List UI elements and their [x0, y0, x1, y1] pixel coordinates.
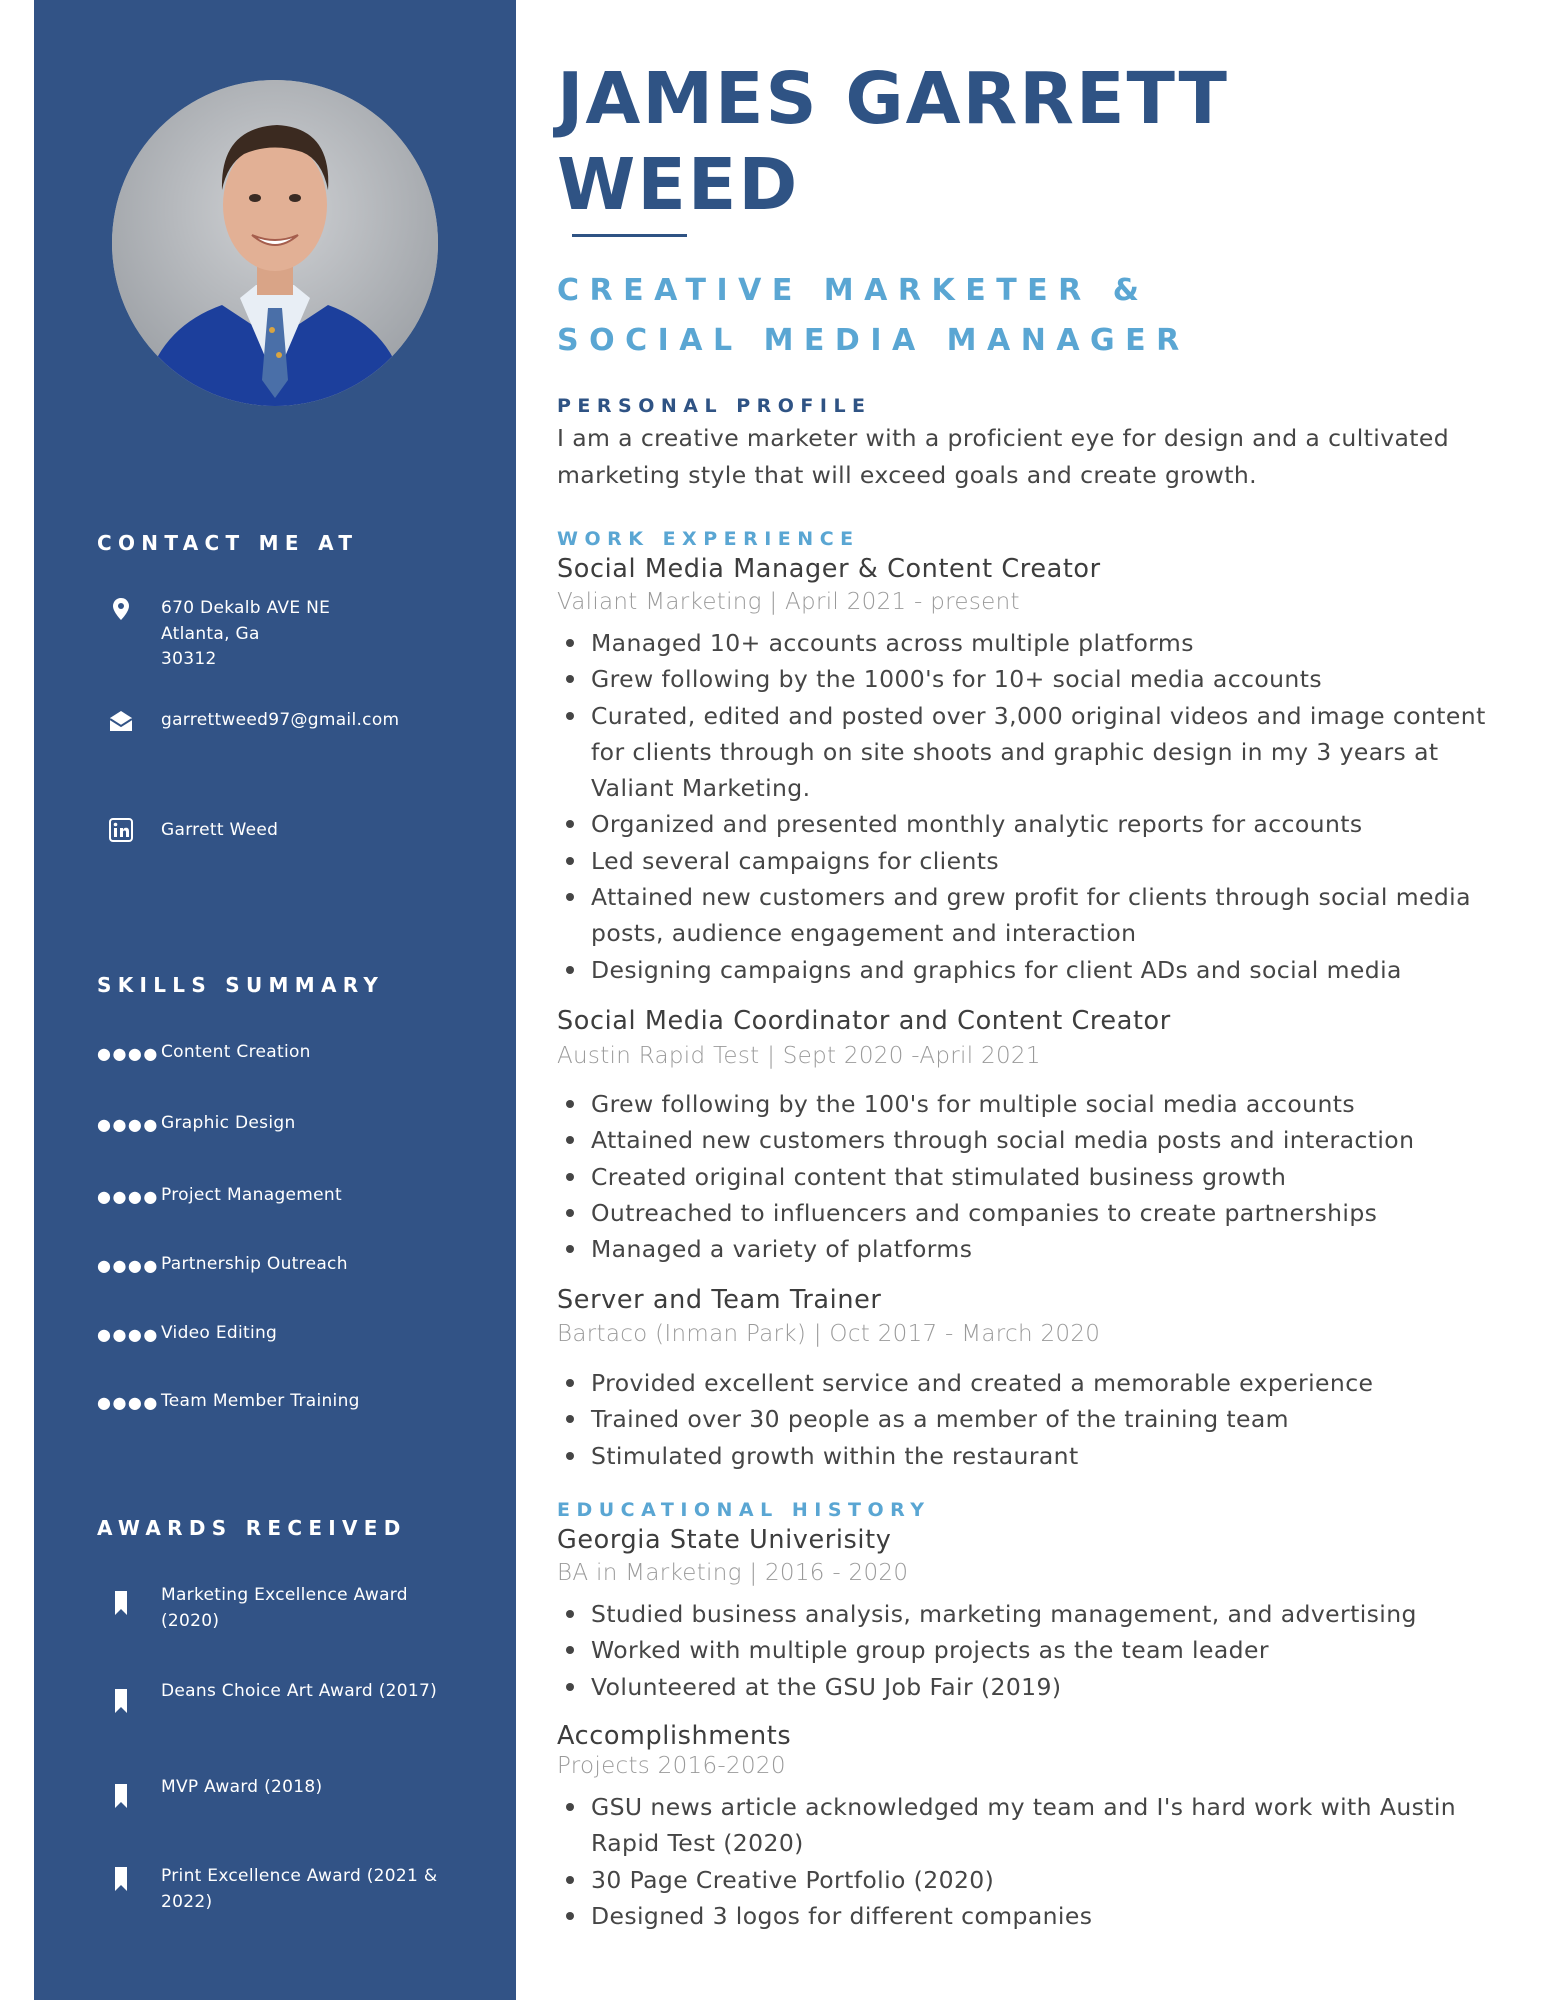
bookmark-icon: [108, 1783, 134, 1809]
bullet-item: Provided excellent service and created a memorable experience: [557, 1365, 1497, 1401]
bookmark-icon: [108, 1866, 134, 1892]
skill-item: Graphic Design: [161, 1113, 296, 1133]
bullet-item: Stimulated growth within the restaurant: [557, 1438, 1497, 1474]
bookmark-icon: [108, 1590, 134, 1616]
accomplishments-bullets: [557, 1789, 1477, 1934]
skill-item: Video Editing: [161, 1323, 278, 1343]
job-bullets: [557, 1086, 1497, 1267]
email-icon: [108, 708, 134, 734]
skill-level-dots: ●●●●: [97, 1256, 159, 1275]
portrait-image: [112, 80, 438, 406]
bullet-item: Grew following by the 1000's for 10+ social media accounts: [557, 661, 1487, 697]
education-bullets: [557, 1596, 1497, 1705]
profile-heading: PERSONAL PROFILE: [557, 395, 872, 417]
skill-item: Content Creation: [161, 1042, 311, 1062]
address-line-2: Atlanta, Ga: [161, 623, 260, 644]
address-line-1: 670 Dekalb AVE NE: [161, 598, 331, 618]
address-line-3: 30312: [161, 649, 217, 669]
education-heading: EDUCATIONAL HISTORY: [557, 1499, 931, 1521]
profile-text: I am a creative marketer with a proficient eye for design and a cultivated marketing style that will exceed goals and create growth.: [557, 424, 1450, 489]
job-title-headline: CREATIVE MARKETER & SOCIAL MEDIA MANAGER: [557, 273, 1190, 358]
email-text[interactable]: garrettweed97@gmail.com: [161, 710, 400, 730]
award-item: Print Excellence Award (2021 & 2022): [161, 1866, 438, 1912]
skill-level-dots: ●●●●: [97, 1115, 159, 1134]
contact-heading: CONTACT ME AT: [97, 531, 359, 555]
skill-level-dots: ●●●●: [97, 1044, 159, 1063]
school-name: Georgia State Univerisity: [557, 1525, 892, 1555]
award-item: Deans Choice Art Award (2017): [161, 1681, 438, 1701]
work-heading: WORK EXPERIENCE: [557, 528, 860, 550]
skill-item: Team Member Training: [161, 1391, 360, 1411]
bullet-item: Trained over 30 people as a member of the training team: [557, 1401, 1497, 1437]
linkedin-text[interactable]: Garrett Weed: [161, 820, 279, 840]
bullet-item: Led several campaigns for clients: [557, 843, 1487, 879]
bullet-item: Created original content that stimulated business growth: [557, 1159, 1497, 1195]
job-bullets: [557, 625, 1487, 988]
address: [161, 596, 330, 673]
award-item: MVP Award (2018): [161, 1777, 323, 1797]
job-title: Server and Team Trainer: [557, 1285, 882, 1315]
bullet-item: Studied business analysis, marketing management, and advertising: [557, 1596, 1497, 1632]
skill-level-dots: ●●●●: [97, 1187, 159, 1206]
location-pin-icon: [108, 596, 134, 622]
bullet-item: Grew following by the 100's for multiple social media accounts: [557, 1086, 1497, 1122]
job-meta: Austin Rapid Test | Sept 2020 -April 2021: [557, 1043, 1041, 1069]
skill-item: Partnership Outreach: [161, 1254, 348, 1274]
skill-item: Project Management: [161, 1185, 342, 1205]
linkedin-icon: [108, 817, 134, 843]
awards-heading: AWARDS RECEIVED: [97, 1516, 407, 1540]
bullet-item: Designed 3 logos for different companies: [557, 1898, 1477, 1934]
bullet-item: Managed a variety of platforms: [557, 1231, 1497, 1267]
name-divider: [572, 234, 687, 237]
skill-level-dots: ●●●●: [97, 1393, 159, 1412]
job-meta: Bartaco (Inman Park) | Oct 2017 - March 2020: [557, 1321, 1101, 1347]
bullet-item: Organized and presented monthly analytic reports for accounts: [557, 806, 1487, 842]
accomplishments-title: Accomplishments: [557, 1721, 792, 1751]
bullet-item: Worked with multiple group projects as the team leader: [557, 1632, 1497, 1668]
bookmark-icon: [108, 1688, 134, 1714]
award-item: Marketing Excellence Award (2020): [161, 1585, 408, 1631]
bullet-item: Attained new customers and grew profit for clients through social media posts, audience engagement and interaction: [557, 879, 1487, 952]
bullet-item: Outreached to influencers and companies to create partnerships: [557, 1195, 1497, 1231]
accomplishments-meta: Projects 2016-2020: [557, 1753, 786, 1779]
job-title: Social Media Coordinator and Content Creator: [557, 1006, 1171, 1036]
skill-level-dots: ●●●●: [97, 1325, 159, 1344]
bullet-item: Designing campaigns and graphics for client ADs and social media: [557, 952, 1487, 988]
bullet-item: Attained new customers through social media posts and interaction: [557, 1122, 1497, 1158]
bullet-item: 30 Page Creative Portfolio (2020): [557, 1862, 1477, 1898]
candidate-name: JAMES GARRETT WEED: [557, 57, 1229, 226]
profile-photo: [112, 80, 438, 406]
skills-heading: SKILLS SUMMARY: [97, 973, 385, 997]
bullet-item: Curated, edited and posted over 3,000 original videos and image content for clients through on site shoots and graphic design in my 3 years at Valiant Marketing.: [557, 698, 1487, 807]
bullet-item: Managed 10+ accounts across multiple platforms: [557, 625, 1487, 661]
job-title: Social Media Manager & Content Creator: [557, 554, 1101, 584]
job-meta: Valiant Marketing | April 2021 - present: [557, 589, 1020, 615]
degree-meta: BA in Marketing | 2016 - 2020: [557, 1560, 909, 1586]
job-bullets: [557, 1365, 1497, 1474]
bullet-item: GSU news article acknowledged my team and I's hard work with Austin Rapid Test (2020): [557, 1789, 1477, 1862]
bullet-item: Volunteered at the GSU Job Fair (2019): [557, 1669, 1497, 1705]
